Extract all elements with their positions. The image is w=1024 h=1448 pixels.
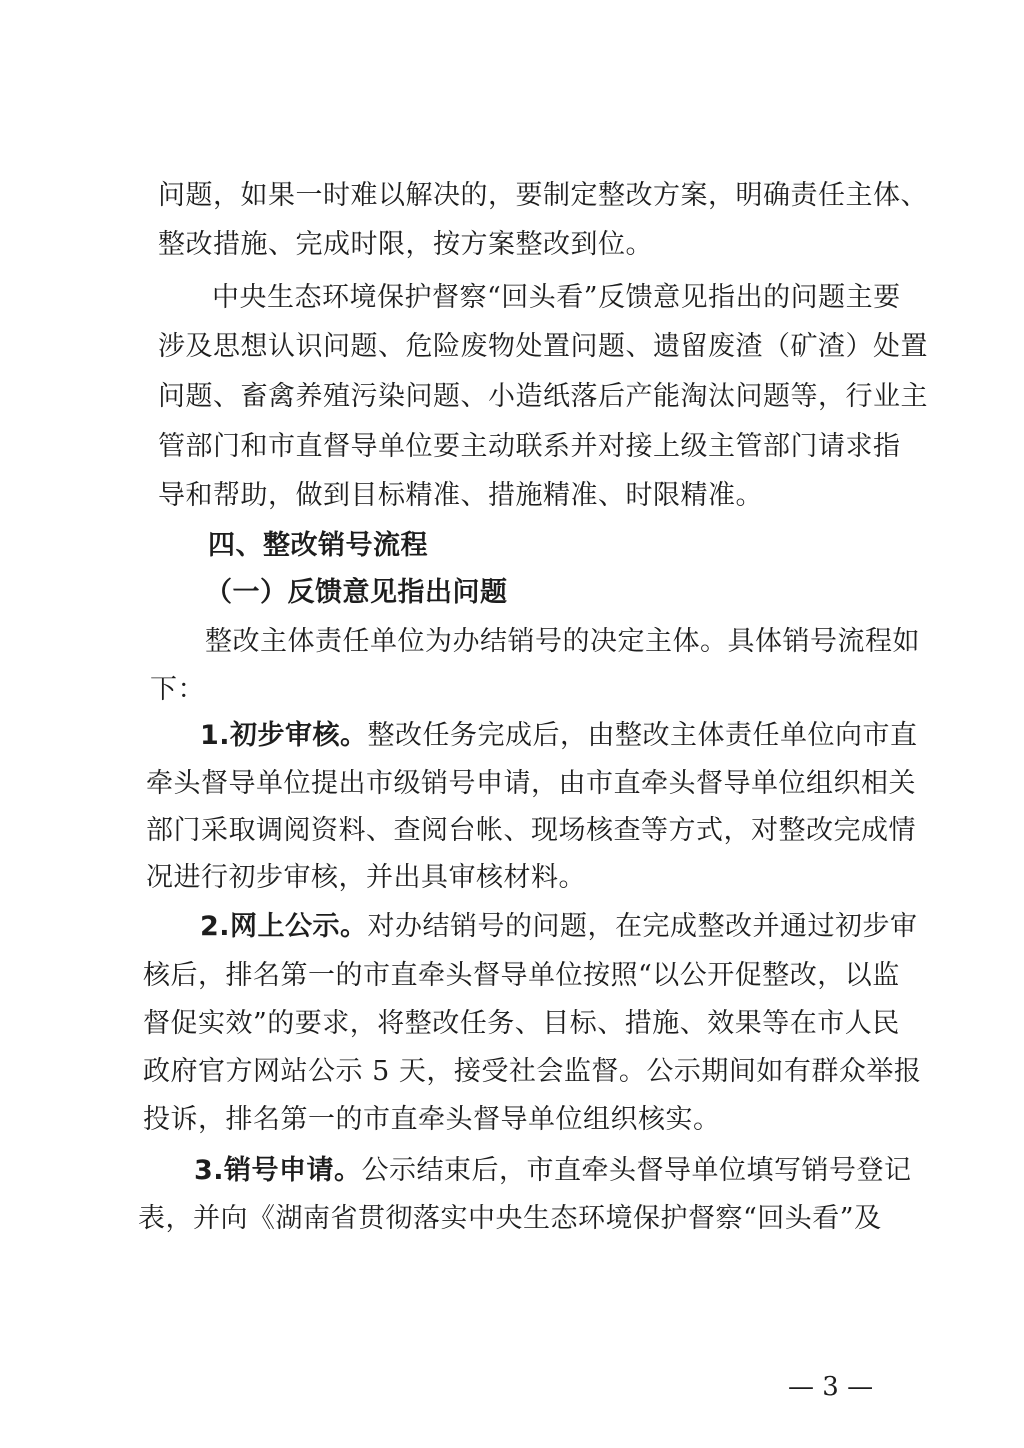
subsection-heading: （一）反馈意见指出问题 [205, 577, 508, 608]
item-label: 2.网上公示。 [200, 911, 368, 942]
body-line: 导和帮助，做到目标精准、措施精准、时限精准。 [158, 480, 763, 511]
body-line: 涉及思想认识问题、危险废物处置问题、遗留废渣（矿渣）处置 [158, 331, 928, 362]
body-line: 督促实效”的要求，将整改任务、目标、措施、效果等在市人民 [143, 1008, 900, 1039]
body-line: 下： [150, 674, 205, 705]
body-line: 牵头督导单位提出市级销号申请，由市直牵头督导单位组织相关 [146, 768, 916, 799]
list-item-line [200, 909, 918, 945]
item-text: 公示结束后，市直牵头督导单位填写销号登记 [361, 1155, 912, 1186]
body-line: 管部门和市直督导单位要主动联系并对接上级主管部门请求指 [158, 431, 901, 462]
list-item-line [194, 1153, 912, 1189]
item-text: 对办结销号的问题，在完成整改并通过初步审 [367, 911, 918, 942]
section-heading: 四、整改销号流程 [208, 530, 428, 561]
item-text: 整改任务完成后，由整改主体责任单位向市直 [367, 720, 918, 751]
body-line: 政府官方网站公示 5 天，接受社会监督。公示期间如有群众举报 [143, 1056, 922, 1087]
body-line: 整改措施、完成时限，按方案整改到位。 [158, 229, 653, 260]
page-number: — 3 — [788, 1372, 874, 1402]
body-line: 投诉，排名第一的市直牵头督导单位组织核实。 [143, 1104, 721, 1135]
body-line: 核后，排名第一的市直牵头督导单位按照“以公开促整改，以监 [143, 960, 900, 991]
body-line: 况进行初步审核，并出具审核材料。 [146, 862, 586, 893]
body-line: 表，并向《湖南省贯彻落实中央生态环境保护督察“回头看”及 [138, 1203, 882, 1234]
body-line: 整改主体责任单位为办结销号的决定主体。具体销号流程如 [205, 626, 920, 657]
body-line: 部门采取调阅资料、查阅台帐、现场核查等方式，对整改完成情 [146, 815, 916, 846]
list-item-line [200, 718, 918, 754]
item-label: 3.销号申请。 [194, 1155, 362, 1186]
item-label: 1.初步审核。 [200, 720, 368, 751]
body-line: 问题，如果一时难以解决的，要制定整改方案，明确责任主体、 [158, 180, 928, 211]
body-line: 问题、畜禽养殖污染问题、小造纸落后产能淘汰问题等，行业主 [158, 381, 928, 412]
body-line: 中央生态环境保护督察“回头看”反馈意见指出的问题主要 [212, 282, 901, 313]
